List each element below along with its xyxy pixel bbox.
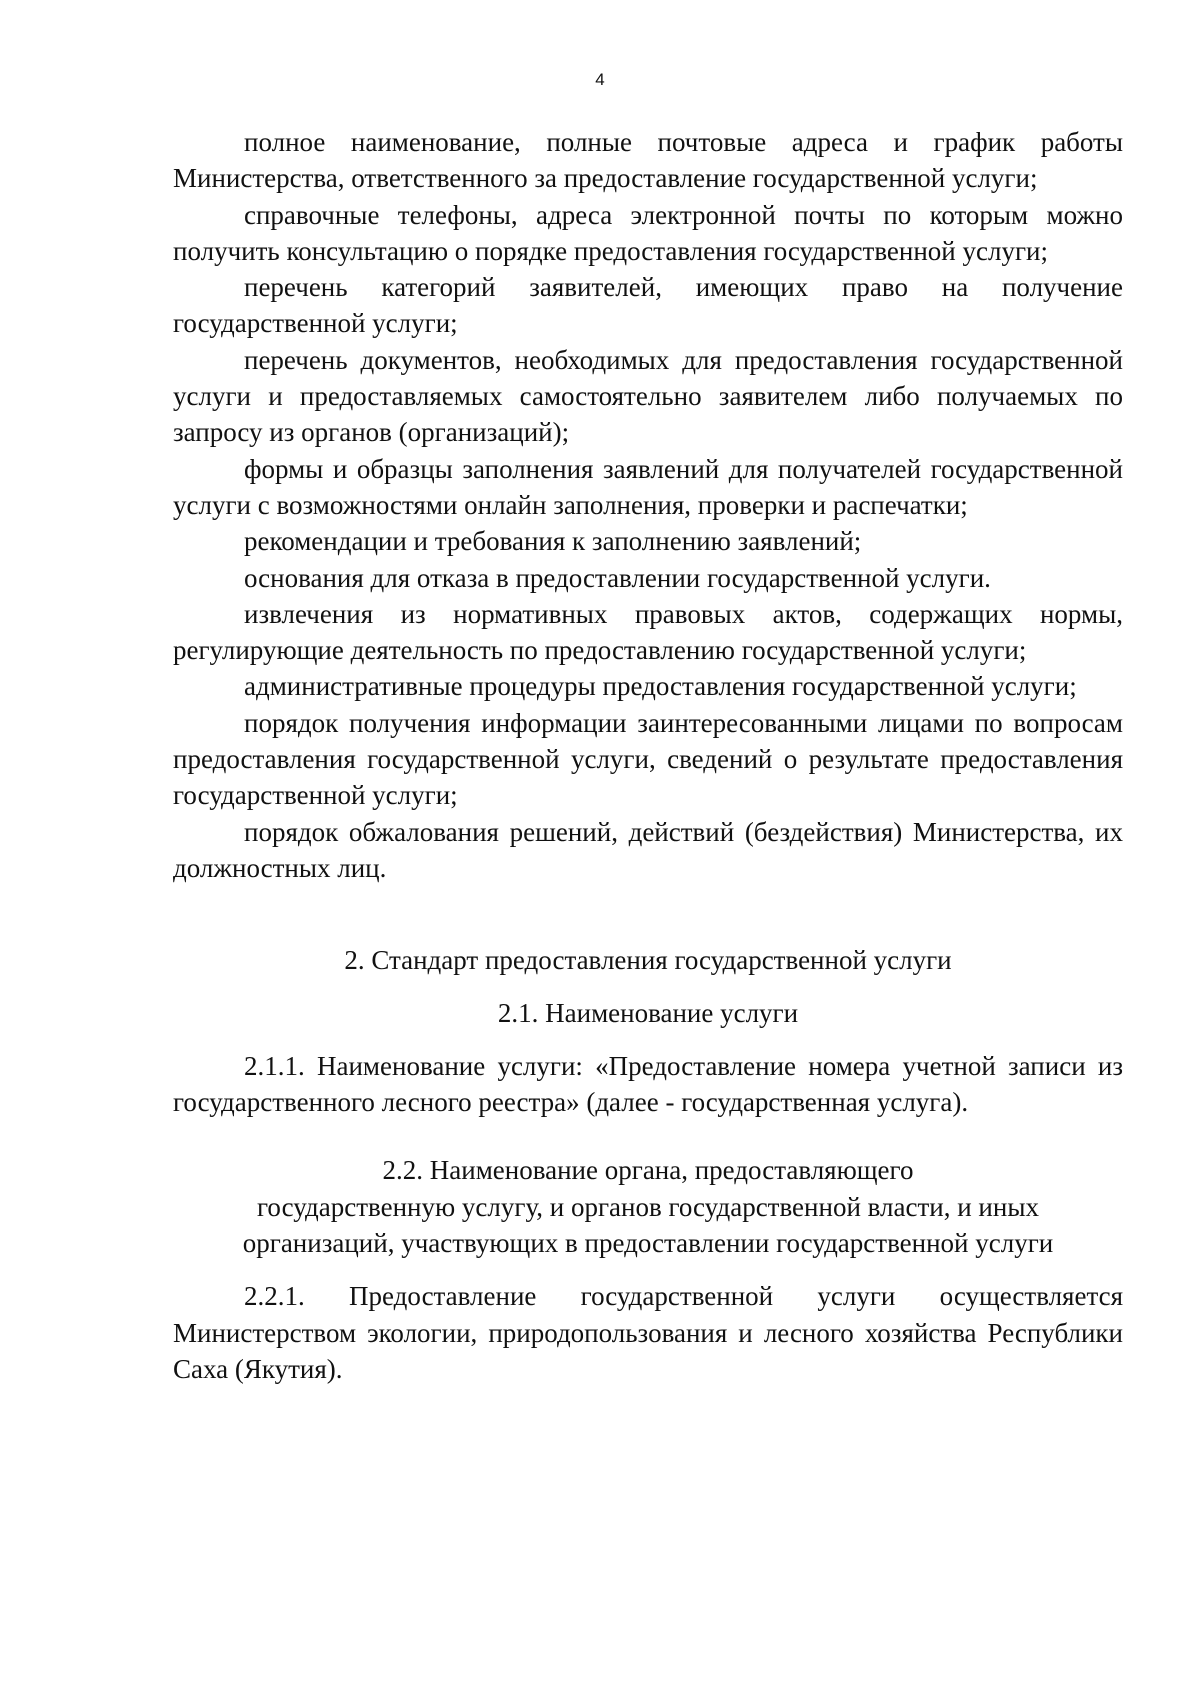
paragraph-refusal-grounds: основания для отказа в предоставлении государственной услуги. [244,562,991,593]
paragraph-phones-emails: справочные телефоны, адреса электронной почты по которым можно получить консультацию о порядке предоставления государственной услуги; [173,199,1123,266]
paragraph-full-name-addresses: полное наименование, полные почтовые адреса и график работы Министерства, ответственного за предоставление государственной услуги; [173,127,1123,194]
paragraph-applicant-categories: перечень категорий заявителей, имеющих право на получение государственной услуги; [173,272,1123,339]
paragraph-appeal-procedure: порядок обжалования решений, действий (бездействия) Министерства, их должностных лиц. [173,816,1123,883]
paragraph-administrative-procedures: административные процедуры предоставления государственной услуги; [244,671,1077,702]
section-2-heading: 2. Стандарт предоставления государственной услуги [344,945,952,976]
paragraph-application-forms: формы и образцы заполнения заявлений для получателей государственной услуги с возможностями онлайн заполнения, проверки и распечатки; [173,453,1123,520]
section-2-1-heading: 2.1. Наименование услуги [497,997,799,1028]
section-2-2-heading-line-3: организаций, участвующих в предоставлении государственной услуги [242,1228,1054,1259]
document-body [173,124,1123,1387]
paragraph-legal-extracts: извлечения из нормативных правовых актов, содержащих нормы, регулирующие деятельность по предоставлению государственной услуги; [173,598,1123,666]
paragraph-required-documents: перечень документов, необходимых для предоставления государственной услуги и предоставляемых самостоятельно заявителем либо получаемых по запросу из органов (организаций); [173,344,1123,448]
paragraph-recommendations: рекомендации и требования к заполнению заявлений; [244,526,862,557]
paragraph-2-2-1: 2.2.1. Предоставление государственной услуги осуществляется Министерством экологии, природопользования и лесного хозяйства Республики Саха (Якутия). [173,1281,1123,1384]
section-2-2-heading [173,1152,1123,1261]
page-number: 4 [595,70,605,89]
section-2-2-heading-line-1: 2.2. Наименование органа, предоставляющего [382,1155,914,1186]
section-2-2-heading-line-2: государственную услугу, и органов государственной власти, и иных [257,1191,1039,1222]
paragraph-2-1-1: 2.1.1. Наименование услуги: «Предоставление номера учетной записи из государственного лесного реестра» (далее - государственная услуга). [173,1050,1123,1118]
paragraph-information-procedure: порядок получения информации заинтересованными лицами по вопросам предоставления государственной услуги, сведений о результате предоставления государственной услуги; [173,707,1123,811]
